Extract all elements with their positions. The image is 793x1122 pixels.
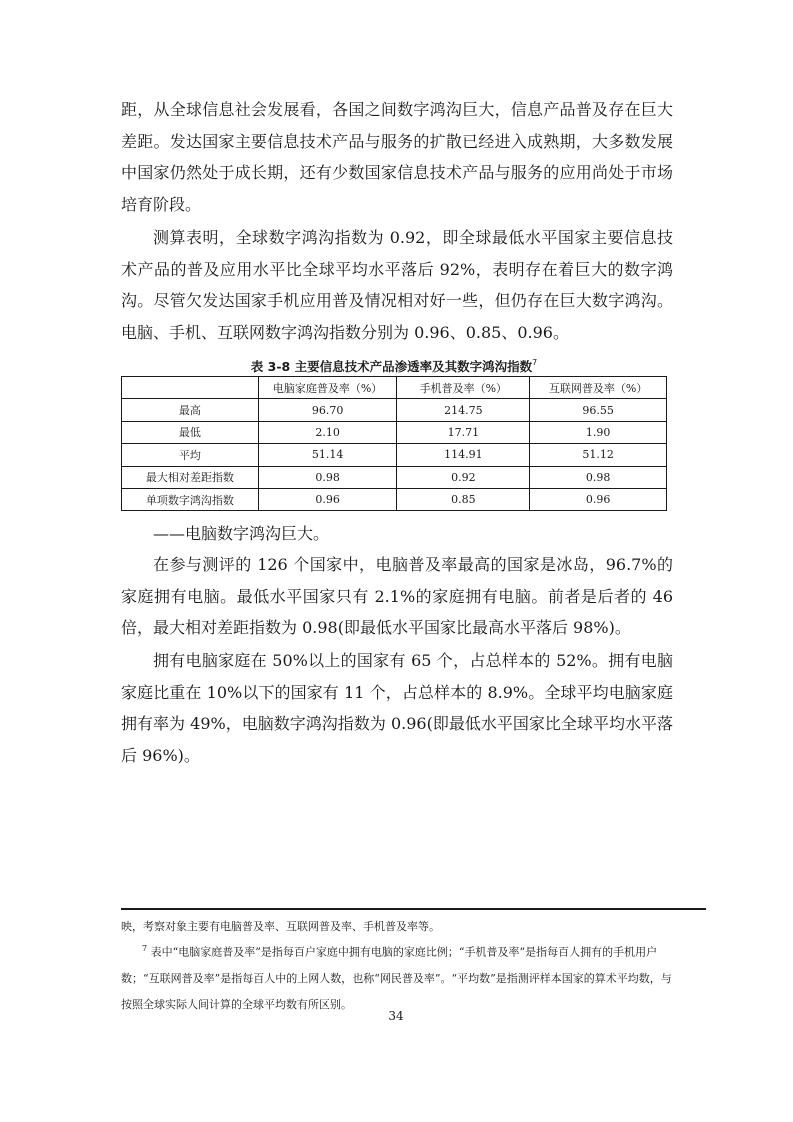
table-cell: 0.98	[530, 466, 667, 488]
table-cell: 0.85	[397, 488, 530, 510]
table-cell: 51.12	[530, 444, 667, 466]
table-cell: 最低	[122, 421, 259, 443]
table-row	[122, 466, 667, 488]
table-header-cell	[122, 377, 259, 399]
table-header-row	[122, 377, 667, 399]
footnote-rule	[121, 908, 706, 910]
footnote-continuation: 映，考察对象主要有电脑普及率、互联网普及率、手机普及率等。	[121, 920, 440, 933]
table-row	[122, 488, 667, 510]
section-heading: ——电脑数字鸿沟巨大。	[153, 524, 330, 543]
table-cell: 51.14	[258, 444, 397, 466]
table-caption-text: 表 3-8 主要信息技术产品渗透率及其数字鸿沟指数	[250, 359, 533, 374]
paragraph-1: 距，从全球信息社会发展看，各国之间数字鸿沟巨大，信息产品普及存在巨大差距。发达国家主要信息技术产品与服务的扩散已经进入成熟期，大多数发展中国家仍然处于成长期，还有少数国家信息技术产品与服务的应用尚处于市场培育阶段。	[121, 100, 673, 214]
table-caption-note: 7	[532, 358, 538, 367]
table-cell: 平均	[122, 444, 259, 466]
table-cell: 214.75	[397, 399, 530, 421]
data-table	[121, 376, 667, 511]
table-caption	[121, 354, 667, 376]
table-cell: 最大相对差距指数	[122, 466, 259, 488]
table-header-cell: 手机普及率（%）	[397, 377, 530, 399]
page-number: 34	[388, 1009, 404, 1023]
table-cell: 0.96	[258, 488, 397, 510]
table-cell: 1.90	[530, 421, 667, 443]
table-cell: 2.10	[258, 421, 397, 443]
footnote-text: 表中“电脑家庭普及率”是指每百户家庭中拥有电脑的家庭比例；“手机普及率”是指每百人拥有的手机用户数；“互联网普及率”是指每百人中的上网人数，也称“网民普及率”。“平均数”是指测评样本国家的算术平均数，与按照全球实际人间计算的全球平均数有所区别。	[121, 945, 672, 1011]
table-cell: 0.92	[397, 466, 530, 488]
table-cell: 0.96	[530, 488, 667, 510]
table-cell: 96.55	[530, 399, 667, 421]
footnote-7	[121, 936, 681, 1018]
paragraph-3: 在参与测评的 126 个国家中，电脑普及率最高的国家是冰岛，96.7%的家庭拥有电脑。最低水平国家只有 2.1%的家庭拥有电脑。前者是后者的 46 倍，最大相对差距指数为 0.98(即最低水平国家比最高水平落后 98%)。	[121, 555, 673, 637]
paragraph-2: 测算表明，全球数字鸿沟指数为 0.92，即全球最低水平国家主要信息技术产品的普及应用水平比全球平均水平落后 92%，表明存在着巨大的数字鸿沟。尽管欠发达国家手机应用普及情况相对好一些，但仍存在巨大数字鸿沟。电脑、手机、互联网数字鸿沟指数分别为 0.96、0.85、0.96。	[121, 228, 673, 342]
table-row	[122, 399, 667, 421]
table-cell: 0.98	[258, 466, 397, 488]
table-cell: 最高	[122, 399, 259, 421]
table-header-cell: 电脑家庭普及率（%）	[258, 377, 397, 399]
table-cell: 96.70	[258, 399, 397, 421]
footnote-marker: 7	[142, 944, 148, 953]
table-row	[122, 444, 667, 466]
table-row	[122, 421, 667, 443]
paragraph-4: 拥有电脑家庭在 50%以上的国家有 65 个，占总样本的 52%。拥有电脑家庭比重在 10%以下的国家有 11 个，占总样本的 8.9%。全球平均电脑家庭拥有率为 49%，电脑数字鸿沟指数为 0.96(即最低水平国家比全球平均水平落后 96%)。	[121, 651, 673, 765]
table-cell: 单项数字鸿沟指数	[122, 488, 259, 510]
table-cell: 114.91	[397, 444, 530, 466]
table-header-cell: 互联网普及率（%）	[530, 377, 667, 399]
table-cell: 17.71	[397, 421, 530, 443]
